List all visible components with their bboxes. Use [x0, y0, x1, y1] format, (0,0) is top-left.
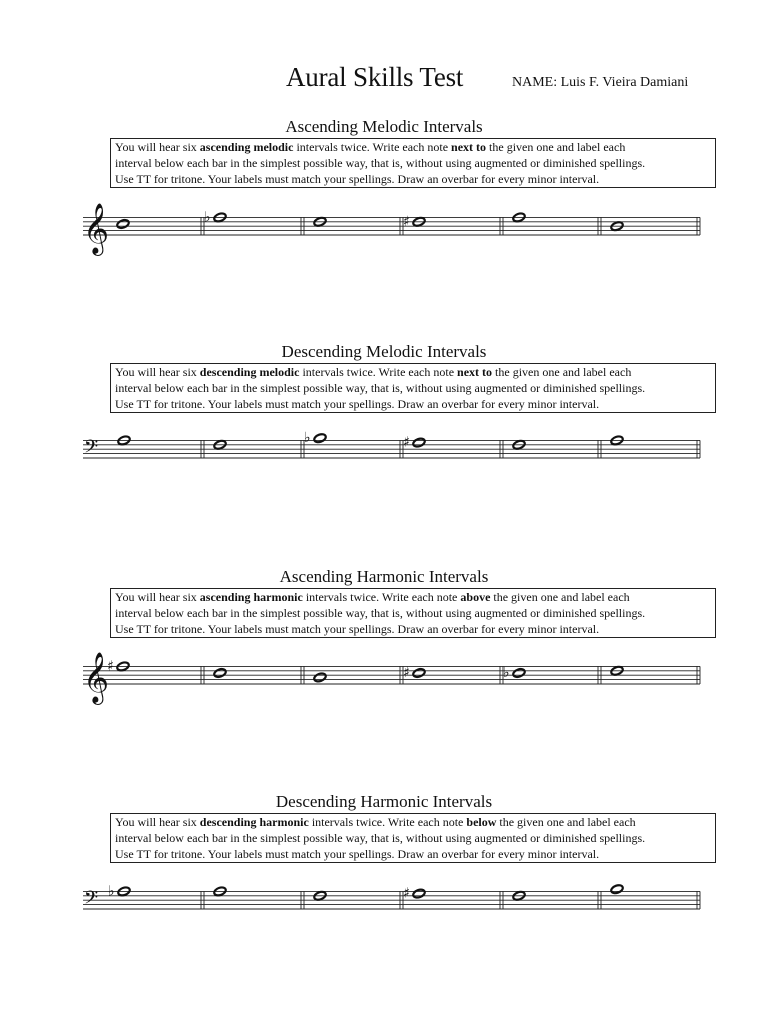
instruction-text: interval below each bar in the simplest possible way, that is, without using augmented or diminished spellings.	[115, 831, 646, 845]
instruction-text: interval below each bar in the simplest possible way, that is, without using augmented or diminished spellings.	[115, 156, 646, 170]
sharp-icon: ♯	[403, 434, 410, 451]
music-staff[interactable]	[0, 792, 768, 932]
sharp-icon: ♯	[107, 658, 114, 675]
section-heading: Descending Harmonic Intervals	[275, 792, 493, 811]
instruction-text: You will hear six	[115, 365, 200, 379]
flat-icon: ♭	[503, 665, 510, 681]
instruction-emphasis: next to	[451, 140, 487, 154]
notehead	[412, 888, 426, 899]
instruction-text: the given one and label each	[492, 365, 632, 379]
instruction-text: interval below each bar in the simplest possible way, that is, without using augmented or diminished spellings.	[115, 606, 646, 620]
flat-icon: ♭	[304, 430, 311, 447]
whole-note	[610, 884, 624, 895]
instruction-text: the given one and label each	[496, 815, 636, 829]
instruction-text: Use TT for tritone. Your labels must match your spellings. Draw an overbar for every minor interval.	[115, 397, 600, 411]
section-descending-melodic	[0, 342, 768, 552]
treble-clef-icon	[83, 652, 109, 705]
notehead	[213, 668, 227, 679]
sharp-icon: ♯	[403, 213, 410, 230]
whole-note	[403, 665, 426, 681]
bass-clef-icon	[84, 437, 98, 462]
instruction-text: intervals twice. Write each note	[299, 365, 458, 379]
treble-clef-icon	[83, 203, 109, 256]
section-ascending-harmonic	[0, 567, 768, 777]
music-staff[interactable]	[0, 567, 768, 707]
whole-note	[403, 435, 426, 451]
instruction-text: You will hear six	[115, 140, 200, 154]
instruction-text: You will hear six	[115, 590, 200, 604]
whole-note	[313, 672, 327, 683]
instruction-emphasis: above	[460, 590, 491, 604]
notehead	[313, 672, 327, 683]
notehead	[412, 437, 426, 448]
svg-text:𝄢: 𝄢	[84, 437, 99, 462]
instruction-text: Use TT for tritone. Your labels must match your spellings. Draw an overbar for every minor interval.	[115, 172, 600, 186]
sharp-icon: ♯	[403, 665, 410, 681]
notehead	[512, 668, 526, 679]
sharp-icon: ♯	[403, 885, 410, 902]
svg-text:𝄢: 𝄢	[84, 888, 99, 913]
instruction-text: intervals twice. Write each note	[308, 815, 467, 829]
music-staff[interactable]	[0, 342, 768, 482]
section-heading: Ascending Melodic Intervals	[285, 117, 483, 136]
instruction-emphasis: ascending harmonic	[199, 590, 303, 604]
svg-text:𝄞: 𝄞	[83, 203, 110, 254]
instruction-text: the given one and label each	[490, 590, 630, 604]
music-staff[interactable]	[0, 117, 768, 257]
section-ascending-melodic	[0, 117, 768, 327]
flat-icon: ♭	[204, 209, 211, 226]
instruction-text: interval below each bar in the simplest possible way, that is, without using augmented or diminished spellings.	[115, 381, 646, 395]
instruction-text: Use TT for tritone. Your labels must match your spellings. Draw an overbar for every minor interval.	[115, 847, 600, 861]
section-descending-harmonic	[0, 792, 768, 1002]
section-heading: Descending Melodic Intervals	[281, 342, 487, 361]
bass-clef-icon	[84, 888, 98, 913]
flat-icon: ♭	[108, 883, 115, 900]
whole-note	[503, 665, 526, 681]
whole-note	[304, 430, 327, 446]
instruction-text: intervals twice. Write each note	[293, 140, 452, 154]
instruction-emphasis: ascending melodic	[199, 140, 294, 154]
page-title: Aural Skills Test	[286, 62, 464, 92]
notehead	[313, 433, 327, 444]
instruction-emphasis: next to	[457, 365, 493, 379]
notehead	[610, 884, 624, 895]
whole-note	[403, 886, 426, 902]
instruction-emphasis: descending harmonic	[199, 815, 309, 829]
student-name: NAME: Luis F. Vieira Damiani	[512, 75, 689, 90]
instruction-emphasis: below	[466, 815, 497, 829]
instruction-text: Use TT for tritone. Your labels must match your spellings. Draw an overbar for every minor interval.	[115, 622, 600, 636]
whole-note	[213, 668, 227, 679]
whole-note	[116, 219, 130, 230]
notehead	[116, 219, 130, 230]
section-heading: Ascending Harmonic Intervals	[279, 567, 489, 586]
instruction-emphasis: descending melodic	[199, 365, 300, 379]
instruction-text: the given one and label each	[486, 140, 626, 154]
instruction-text: intervals twice. Write each note	[302, 590, 461, 604]
notehead	[412, 668, 426, 679]
svg-text:𝄞: 𝄞	[83, 652, 110, 703]
instruction-text: You will hear six	[115, 815, 200, 829]
